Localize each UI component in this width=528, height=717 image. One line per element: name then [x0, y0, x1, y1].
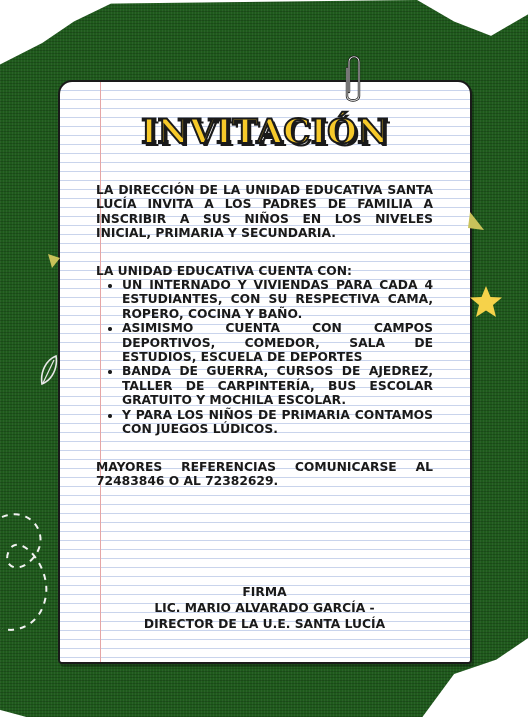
dashed-swirl-decoration — [0, 505, 70, 645]
small-triangle-icon — [466, 212, 484, 232]
list-item: • UN INTERNADO Y VIVIENDAS PARA CADA 4 ESTUDIANTES, CON SU RESPECTIVA CAMA, ROPERO, COCINA Y BAÑO. — [122, 278, 433, 321]
invitation-title: INVITACIÓN — [141, 112, 389, 152]
small-triangle-icon — [48, 254, 60, 268]
signature-block — [96, 584, 433, 632]
paperclip-icon — [343, 52, 365, 104]
leaf-outline-icon — [38, 354, 60, 388]
signature-label: FIRMA — [242, 585, 287, 599]
features-list — [96, 278, 433, 436]
signer-name: LIC. MARIO ALVARADO GARCÍA - — [154, 601, 375, 615]
signer-role: DIRECTOR DE LA U.E. SANTA LUCÍA — [143, 617, 386, 631]
intro-paragraph: LA DIRECCIÓN DE LA UNIDAD EDUCATIVA SANTA LUCÍA INVITA A LOS PADRES DE FAMILIA A INSCRIBIR A SUS NIÑOS EN LOS NIVELES INICIAL, PRIMARIA Y SECUNDARIA. — [96, 183, 433, 241]
references-paragraph: MAYORES REFERENCIAS COMUNICARSE AL 72483846 O AL 72382629. — [96, 459, 433, 488]
list-item: • ASIMISMO CUENTA CON CAMPOS DEPORTIVOS, COMEDOR, SALA DE ESTUDIOS, ESCUELA DE DEPORTES — [122, 321, 433, 364]
star-icon — [468, 284, 504, 320]
invitation-body — [96, 183, 433, 488]
list-item: • BANDA DE GUERRA, CURSOS DE AJEDREZ, TALLER DE CARPINTERÍA, BUS ESCOLAR GRATUITO Y MOCHILA ESCOLAR. — [122, 364, 433, 407]
list-item: • Y PARA LOS NIÑOS DE PRIMARIA CONTAMOS CON JUEGOS LÚDICOS. — [122, 408, 433, 437]
features-heading: LA UNIDAD EDUCATIVA CUENTA CON: — [96, 263, 352, 278]
